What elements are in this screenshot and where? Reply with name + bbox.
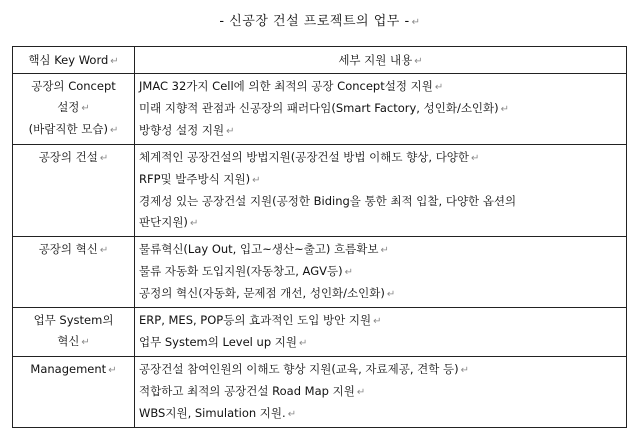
- key-line: 공장의 건설 ↵: [38, 150, 109, 164]
- table-row: [13, 237, 627, 308]
- key-line: (바람직한 모습) ↵: [28, 122, 119, 136]
- table-row: [13, 308, 627, 357]
- document-title: [0, 10, 640, 29]
- header-detail: 세부 지원 내용 ↵: [135, 47, 627, 74]
- detail-line: 공정의 혁신(자동화, 문제점 개선, 성인화/소인화) ↵: [139, 286, 396, 300]
- detail-line: 체계적인 공장건설의 방법지원(공장건설 방법 이해도 향상, 다양한 ↵: [139, 150, 480, 164]
- key-word-cell: [13, 308, 135, 357]
- paragraph-mark-icon: ↵: [411, 17, 421, 28]
- detail-cell: [135, 145, 627, 237]
- detail-line: 경제성 있는 공장건설 지원(공정한 Biding을 통한 최적 입찰, 다양한 옵션의: [139, 194, 517, 208]
- key-line: Management ↵: [30, 362, 117, 376]
- key-line: 공장의 Concept: [31, 79, 116, 93]
- detail-line: JMAC 32가지 Cell에 의한 최적의 공장 Concept설정 지원 ↵: [139, 79, 444, 93]
- detail-line: 물류 자동화 도입지원(자동창고, AGV등) ↵: [139, 264, 353, 278]
- paragraph-mark-icon: ↵: [414, 56, 423, 67]
- detail-line: 미래 지향적 관점과 신공장의 패러다임(Smart Factory, 성인화/소인화) ↵: [139, 101, 510, 115]
- table-row: [13, 74, 627, 145]
- detail-line: 방향성 설정 지원 ↵: [139, 123, 235, 137]
- detail-cell: [135, 237, 627, 308]
- key-word-cell: [13, 237, 135, 308]
- detail-line: WBS지원, Simulation 지원. ↵: [139, 406, 297, 420]
- detail-cell: [135, 308, 627, 357]
- detail-cell: [135, 357, 627, 428]
- detail-line: 공장건설 참여인원의 이해도 향상 지원(교육, 자료제공, 견학 등) ↵: [139, 362, 469, 376]
- key-word-cell: [13, 74, 135, 145]
- table-row: [13, 145, 627, 237]
- detail-line: ERP, MES, POP등의 효과적인 도입 방안 지원 ↵: [139, 313, 382, 327]
- key-line: 업무 System의: [33, 313, 114, 327]
- table-row: [13, 357, 627, 428]
- detail-line: RFP및 발주방식 지원) ↵: [139, 172, 261, 186]
- paragraph-mark-icon: ↵: [110, 56, 119, 67]
- detail-line: 물류혁신(Lay Out, 입고~생산~출고) 흐름확보 ↵: [139, 242, 389, 256]
- work-scope-table: [12, 46, 627, 428]
- key-word-cell: [13, 357, 135, 428]
- key-word-cell: [13, 145, 135, 237]
- title-text: - 신공장 건설 프로젝트의 업무 -: [219, 14, 410, 29]
- key-line: 공장의 혁신 ↵: [38, 242, 109, 256]
- detail-cell: [135, 74, 627, 145]
- detail-line: 적합하고 최적의 공장건설 Road Map 지원 ↵: [139, 384, 366, 398]
- detail-line: 판단지원) ↵: [139, 215, 199, 229]
- table-header-row: [13, 47, 627, 74]
- key-line: 설정 ↵: [57, 100, 90, 114]
- detail-line: 업무 System의 Level up 지원 ↵: [139, 335, 308, 349]
- key-line: 혁신 ↵: [57, 334, 90, 348]
- header-key-word: 핵심 Key Word ↵: [13, 47, 135, 74]
